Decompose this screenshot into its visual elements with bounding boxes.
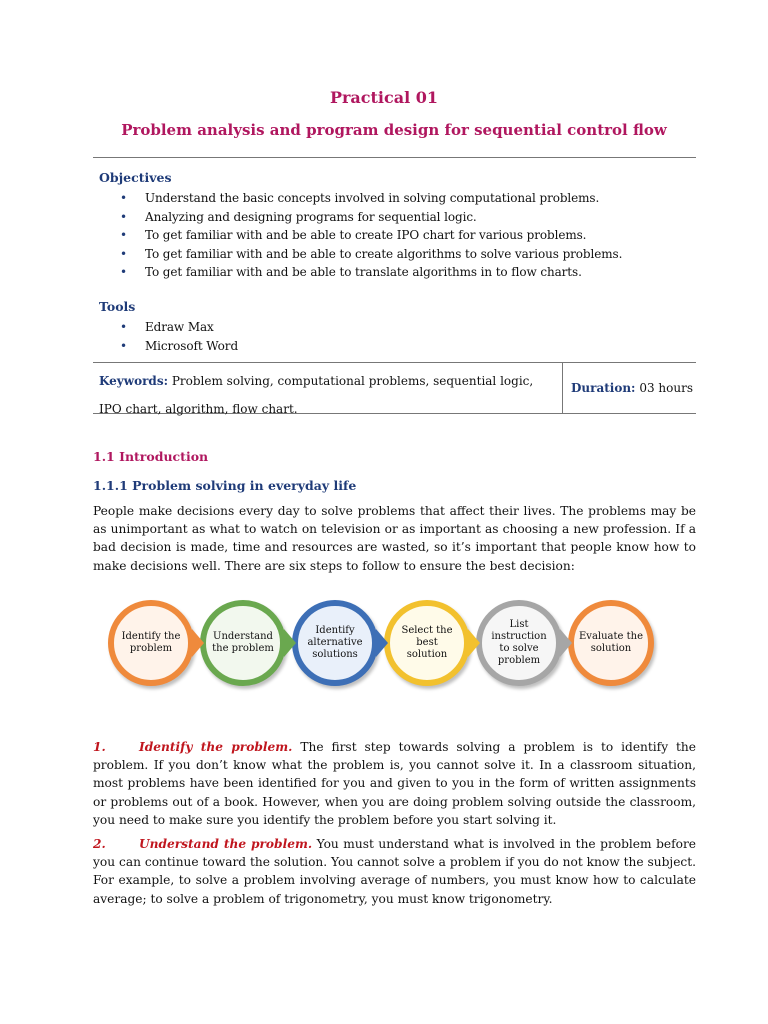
- tools-heading: Tools: [99, 299, 136, 314]
- section-heading: 1.1 Introduction: [93, 449, 209, 464]
- tool-item: • Microsoft Word: [120, 337, 238, 356]
- step-circle-label: Evaluate the solution: [579, 631, 644, 654]
- keywords-cell: [99, 367, 559, 423]
- step-number: 2.: [93, 837, 106, 851]
- subsection-heading: 1.1.1 Problem solving in everyday life: [93, 478, 357, 493]
- step-circle: [568, 600, 654, 686]
- step-circle-label: Identify the problem: [121, 631, 181, 654]
- objective-item: • To get familiar with and be able to create algorithms to solve various problems.: [120, 245, 622, 264]
- bullet-icon: •: [120, 209, 127, 224]
- bullet-icon: •: [120, 228, 127, 242]
- step-title: Identify the problem.: [139, 740, 293, 754]
- tool-item: • Edraw Max: [120, 318, 238, 337]
- step-body: You must understand what is involved in the problem before you can continue toward the solution. You cannot solve a problem if you do not know the subject. For example, to solve a problem involving average of numbers, you must know how to calculate average; to solve a problem of trigonometry, you must know trigonometry.: [93, 837, 696, 906]
- keywords-text: Problem solving, computational problems, sequential logic, IPO chart, algorithm, flow chart.: [99, 374, 534, 416]
- step-number: 1.: [93, 740, 106, 754]
- page-title: Practical 01: [329, 88, 439, 107]
- bullet-icon: •: [120, 338, 127, 353]
- step-title: Understand the problem.: [139, 837, 313, 851]
- arrow-right-icon: [284, 629, 296, 657]
- keywords-table: [93, 362, 696, 414]
- objective-item: • Analyzing and designing programs for sequential logic.: [120, 208, 622, 227]
- step-item-2: [93, 835, 696, 908]
- tools-list: [120, 318, 238, 355]
- divider-top: [93, 157, 696, 158]
- step-circle-label: Identify alternative solutions: [307, 625, 363, 660]
- step-circle: [292, 600, 378, 686]
- arrow-right-icon: [560, 629, 572, 657]
- keywords-label: Keywords:: [99, 374, 169, 388]
- step-circle: [384, 600, 470, 686]
- objectives-heading: Objectives: [99, 170, 172, 185]
- step-circle: [200, 600, 286, 686]
- duration-label: Duration:: [571, 381, 636, 395]
- arrow-right-icon: [192, 629, 204, 657]
- step-circle: [476, 600, 562, 686]
- objectives-list: [120, 189, 622, 282]
- bullet-icon: •: [120, 191, 127, 205]
- objective-item: • To get familiar with and be able to translate algorithms in to flow charts.: [120, 263, 622, 282]
- page-subtitle: Problem analysis and program design for sequential control flow: [121, 121, 667, 139]
- objective-item: • Understand the basic concepts involved in solving computational problems.: [120, 189, 622, 208]
- arrow-right-icon: [468, 629, 480, 657]
- bullet-icon: •: [120, 320, 127, 334]
- step-circle-label: List instruction to solve problem: [491, 619, 547, 666]
- step-circle-label: Select the best solution: [401, 625, 453, 660]
- bullet-icon: •: [120, 246, 127, 261]
- six-steps-diagram: [108, 596, 668, 692]
- objective-item: • To get familiar with and be able to create IPO chart for various problems.: [120, 226, 622, 245]
- duration-cell: [571, 381, 693, 395]
- arrow-right-icon: [376, 629, 388, 657]
- step-circle: [108, 600, 194, 686]
- step-circle-label: Understand the problem: [212, 631, 274, 654]
- duration-value: 03 hours: [635, 381, 693, 395]
- bullet-icon: •: [120, 265, 127, 279]
- step-body: The first step towards solving a problem is to identify the problem. If you don’t know what the problem is, you cannot solve it. In a classroom situation, most problems have been identified for you and given to you in the form of written assignments or problems out of a book. However, when you are doing problem solving outside the classroom, you need to make sure you identify the problem before you start solving it.: [93, 740, 696, 827]
- intro-paragraph: People make decisions every day to solve problems that affect their lives. The problems may be as unimportant as what to watch on television or as important as choosing a new profession. If a bad decision is made, time and resources are wasted, so it’s important that people know how to make decisions well. There are six steps to follow to ensure the best decision:: [93, 504, 696, 573]
- table-separator: [562, 363, 563, 413]
- step-item-1: [93, 738, 696, 829]
